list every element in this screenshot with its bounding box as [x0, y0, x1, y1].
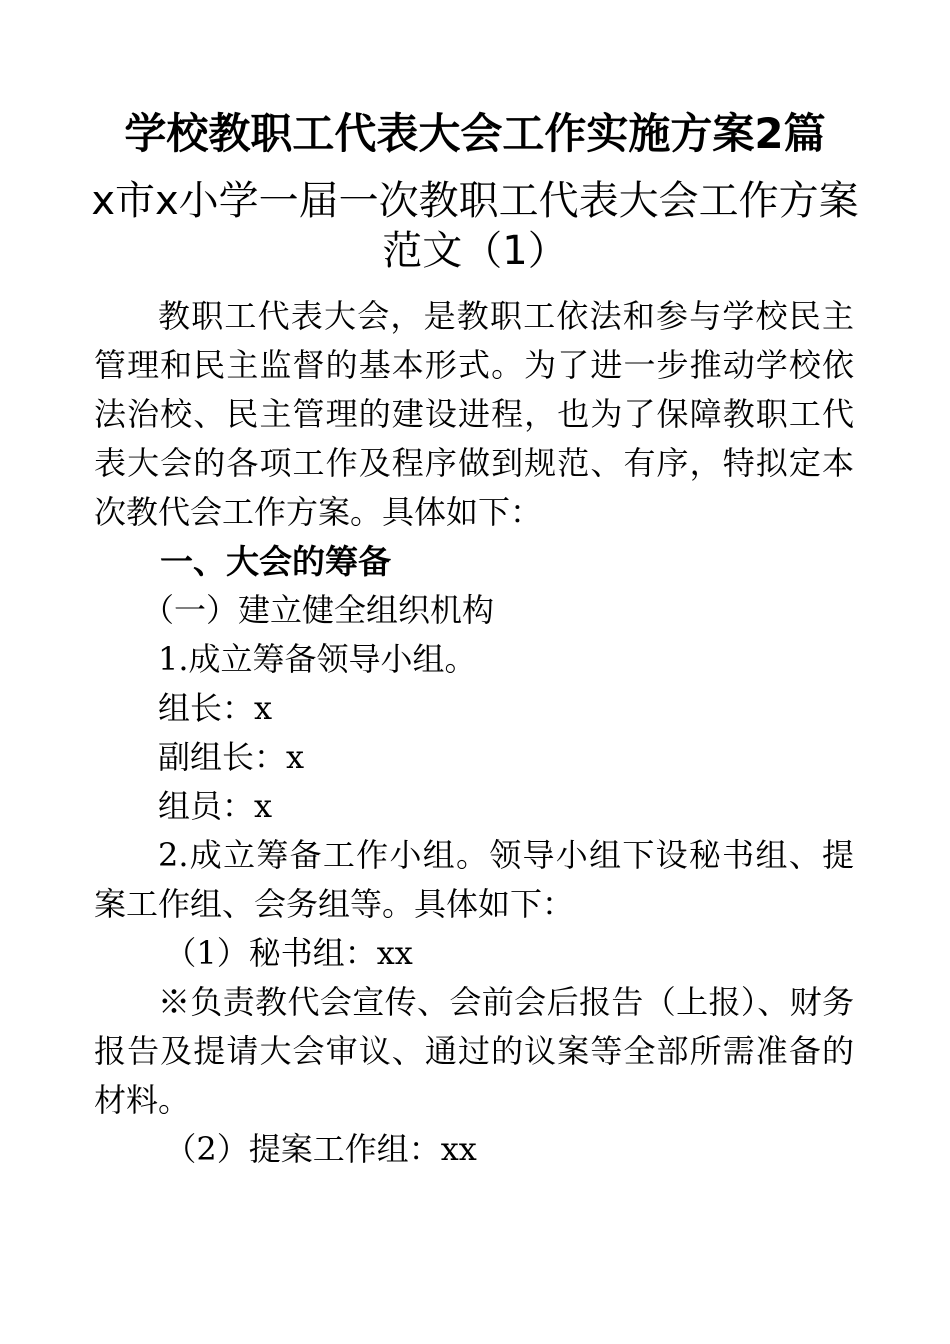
subsection-heading: （一）建立健全组织机构 [142, 591, 495, 629]
list-item: （1）秘书组：xx [164, 934, 413, 972]
section-heading: 一、大会的筹备 [160, 542, 391, 581]
document-body [94, 292, 854, 1174]
document-subtitle: x市x小学一届一次教职工代表大会工作方案范文（1） [91, 178, 859, 274]
list-item: 1.成立筹备领导小组。 [158, 640, 477, 678]
list-item: 组长：x [158, 689, 273, 727]
intro-paragraph: 教职工代表大会，是教职工依法和参与学校民主管理和民主监督的基本形式。为了进一步推动学校依法治校、民主管理的建设进程，也为了保障教职工代表大会的各项工作及程序做到规范、有序，特拟定本次教代会工作方案。具体如下： [94, 297, 854, 531]
list-item: 副组长：x [158, 738, 305, 776]
list-item: 2.成立筹备工作小组。领导小组下设秘书组、提案工作组、会务组等。具体如下： [94, 836, 854, 923]
list-item: 组员：x [158, 787, 273, 825]
list-item: （2）提案工作组：xx [164, 1130, 477, 1168]
note-paragraph: ※负责教代会宣传、会前会后报告（上报）、财务报告及提请大会审议、通过的议案等全部所需准备的材料。 [94, 983, 854, 1119]
document-title: 学校教职工代表大会工作实施方案2篇 [124, 109, 826, 158]
